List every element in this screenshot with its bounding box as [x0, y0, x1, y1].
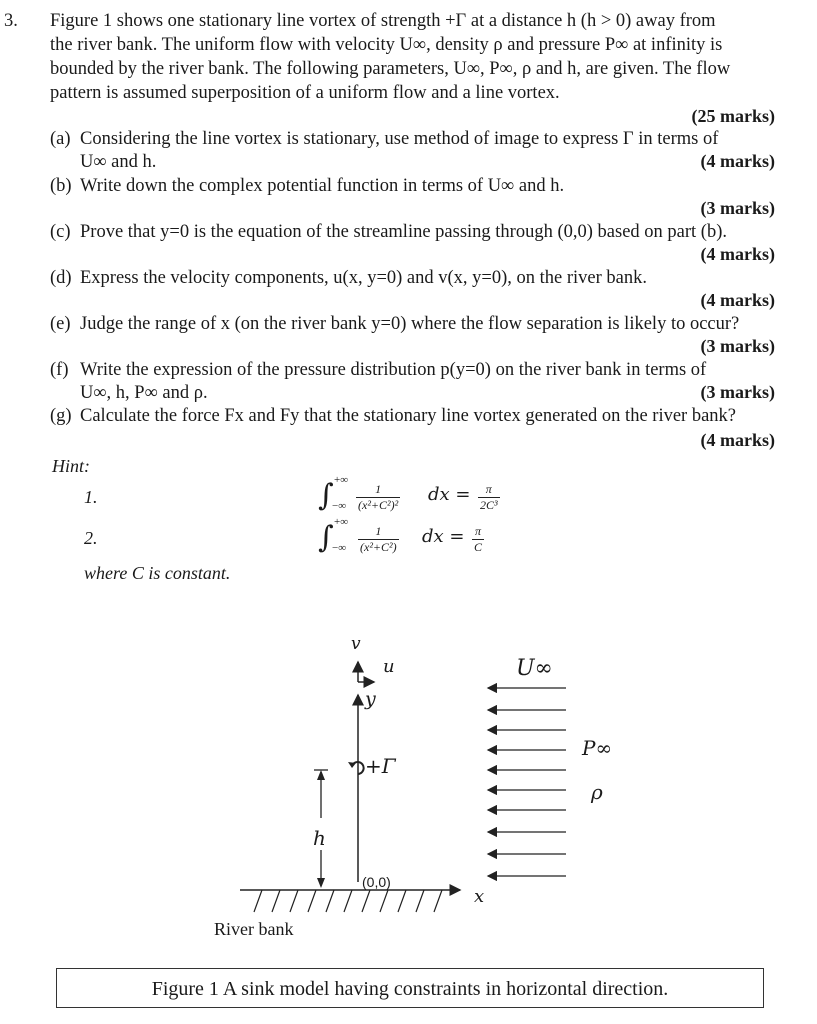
vortex-label: +Γ — [365, 754, 396, 778]
origin-label: (0,0) — [362, 874, 391, 890]
part-d-text-1: Express the velocity components, u(x, y=0) and v(x, y=0), on the river bank. — [80, 268, 647, 288]
intro-line-4: pattern is assumed superposition of a uniform flow and a line vortex. — [50, 83, 560, 103]
part-d-label: (d) — [50, 268, 72, 288]
figure-1-diagram — [0, 620, 817, 950]
integrand-numerator: 1 — [358, 524, 399, 540]
integrand-denominator: (x²+C²)² — [358, 498, 399, 512]
upper-limit: +∞ — [334, 516, 349, 528]
question-number: 3. — [4, 11, 18, 31]
part-f-text-1: Write the expression of the pressure distribution p(y=0) on the river bank in terms of — [80, 360, 707, 380]
part-c-label: (c) — [50, 222, 71, 242]
dx-equals: dx = — [422, 526, 465, 547]
part-g-text-1: Calculate the force Fx and Fy that the stationary line vortex generated on the river bank? — [80, 406, 737, 426]
integrand-fraction — [356, 482, 400, 513]
dx-equals: dx = — [428, 484, 471, 505]
integrand-fraction — [358, 524, 399, 555]
u-infinity-label: U∞ — [516, 656, 553, 681]
intro-line-2: the river bank. The uniform flow with velocity U∞, density ρ and pressure P∞ at infinity is — [50, 35, 723, 55]
part-a-text-1: Considering the line vortex is stationary, use method of image to express Γ in terms of — [80, 129, 719, 149]
uv-axes-icon — [358, 662, 374, 682]
part-e-marks: (3 marks) — [700, 336, 775, 356]
part-g-marks: (4 marks) — [700, 430, 775, 450]
hint-title: Hint: — [52, 456, 90, 476]
part-c-marks: (4 marks) — [700, 244, 775, 264]
part-e-text-1: Judge the range of x (on the river bank y=0) where the flow separation is likely to occur? — [80, 314, 740, 334]
vortex-icon — [348, 762, 364, 774]
p-infinity-label: P∞ — [582, 736, 613, 760]
result-denominator: C — [474, 540, 483, 554]
part-d-marks: (4 marks) — [700, 290, 775, 310]
integrand-denominator: (x²+C²) — [360, 540, 397, 554]
x-label: x — [474, 886, 485, 907]
river-bank-label: River bank — [214, 919, 294, 939]
integral-sign: ∫ — [318, 478, 334, 513]
part-a-text-2: U∞ and h. — [80, 152, 157, 172]
upper-limit: +∞ — [334, 474, 349, 486]
intro-line-3: bounded by the river bank. The following parameters, U∞, P∞, ρ and h, are given. The flow — [50, 59, 731, 79]
part-a-marks: (4 marks) — [700, 151, 775, 171]
y-label: y — [365, 688, 376, 710]
intro-line-1: Figure 1 shows one stationary line vortex of strength +Γ at a distance h (h > 0) away from — [50, 11, 716, 31]
lower-limit: −∞ — [332, 500, 347, 512]
result-numerator: π — [478, 482, 500, 498]
part-a-label: (a) — [50, 129, 71, 149]
result-fraction — [478, 482, 500, 513]
part-c-text-1: Prove that y=0 is the equation of the streamline passing through (0,0) based on part (b). — [80, 222, 727, 242]
part-f-text-2: U∞, h, P∞ and ρ. — [80, 383, 208, 403]
part-b-label: (b) — [50, 176, 72, 196]
part-e-label: (e) — [50, 314, 71, 334]
part-b-marks: (3 marks) — [700, 198, 775, 218]
figure-caption: Figure 1 A sink model having constraints in horizontal direction. — [56, 968, 764, 1008]
total-marks: (25 marks) — [691, 106, 775, 126]
part-f-label: (f) — [50, 360, 69, 380]
uniform-flow-arrows — [488, 688, 566, 876]
river-bank — [240, 890, 460, 912]
lower-limit: −∞ — [332, 542, 347, 554]
u-label: u — [383, 656, 395, 677]
result-fraction — [472, 524, 484, 555]
integrand-numerator: 1 — [356, 482, 400, 498]
part-g-label: (g) — [50, 406, 72, 426]
part-b-text-1: Write down the complex potential function in terms of U∞ and h. — [80, 176, 565, 196]
rho-label: ρ — [591, 780, 603, 804]
hint-1-number: 1. — [84, 487, 98, 507]
h-label: h — [313, 826, 326, 850]
result-numerator: π — [472, 524, 484, 540]
integral-sign: ∫ — [318, 520, 334, 555]
result-denominator: 2C³ — [480, 498, 498, 512]
hint-note: where C is constant. — [84, 563, 231, 583]
part-f-marks: (3 marks) — [700, 382, 775, 402]
hint-2-number: 2. — [84, 528, 98, 548]
v-label: v — [351, 634, 361, 654]
